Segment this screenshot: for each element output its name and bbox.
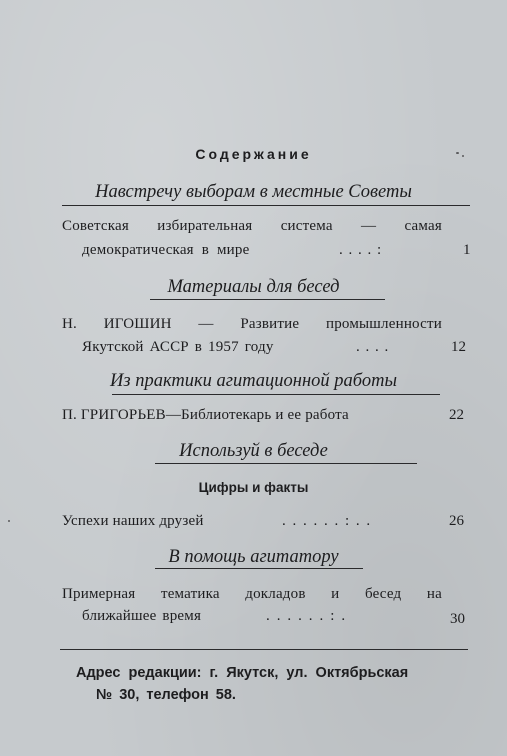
toc-page-number: 1	[463, 242, 471, 258]
toc-word: —	[361, 218, 377, 234]
paper-speck	[462, 155, 464, 157]
section-heading-materials: Материалы для бесед	[167, 277, 340, 297]
toc-leaders: . . . . . . : . .	[282, 513, 372, 529]
section-heading-elections: Навстречу выборам в местные Советы	[95, 182, 412, 202]
section-rule	[155, 463, 417, 464]
section-heading-help-agitator: В помощь агитатору	[168, 547, 339, 567]
toc-word: система	[280, 218, 333, 234]
section-heading-practice: Из практики агитационной работы	[110, 371, 397, 391]
paper-speck	[456, 152, 459, 154]
section-rule	[112, 394, 440, 395]
toc-page-number: 30	[450, 611, 465, 627]
toc-leaders: . . . . . . : .	[266, 608, 347, 624]
toc-entry-line	[62, 584, 442, 604]
section-rule	[62, 205, 470, 206]
toc-entry-line: ближайшее время	[82, 608, 202, 624]
section-rule	[155, 568, 363, 569]
toc-word: и	[331, 586, 340, 602]
toc-word: бесед	[364, 586, 402, 602]
toc-word: Н.	[62, 316, 77, 332]
paper-speck	[8, 520, 10, 522]
toc-word: докладов	[245, 586, 306, 602]
toc-word: Примерная	[62, 586, 136, 602]
toc-word: тематика	[160, 586, 220, 602]
section-heading-use-in-talk: Используй в беседе	[179, 441, 328, 461]
toc-word: Советская	[62, 218, 129, 234]
toc-word: на	[426, 586, 442, 602]
toc-word: —	[198, 316, 214, 332]
toc-entry-line: демократическая в мире	[82, 242, 250, 258]
toc-word: Развитие	[240, 316, 300, 332]
toc-word: самая	[404, 218, 442, 234]
toc-page-number: 12	[451, 339, 466, 355]
toc-entry-line: П. ГРИГОРЬЕВ—Библиотекарь и ее работа	[62, 407, 349, 423]
toc-page-number: 26	[449, 513, 464, 529]
toc-entry-line	[62, 314, 442, 334]
toc-word: ИГОШИН	[103, 316, 172, 332]
contents-title: Содержание	[195, 146, 312, 162]
toc-entry-line: Якутской АССР в 1957 году	[82, 339, 274, 355]
toc-leaders: . . . .	[356, 339, 390, 355]
footer-rule	[60, 649, 468, 650]
toc-word: избирательная	[157, 218, 253, 234]
toc-entry-line: Успехи наших друзей	[62, 513, 204, 529]
toc-leaders: . . . . :	[339, 242, 383, 258]
editorial-address-line: Адрес редакции: г. Якутск, ул. Октябрьская	[76, 665, 409, 681]
editorial-address-line: № 30, телефон 58.	[96, 687, 236, 703]
toc-entry-line	[62, 216, 442, 236]
toc-page-number: 22	[449, 407, 464, 423]
toc-word: промышленности	[325, 316, 442, 332]
subheading-facts: Цифры и факты	[198, 480, 309, 495]
section-rule	[150, 299, 385, 300]
